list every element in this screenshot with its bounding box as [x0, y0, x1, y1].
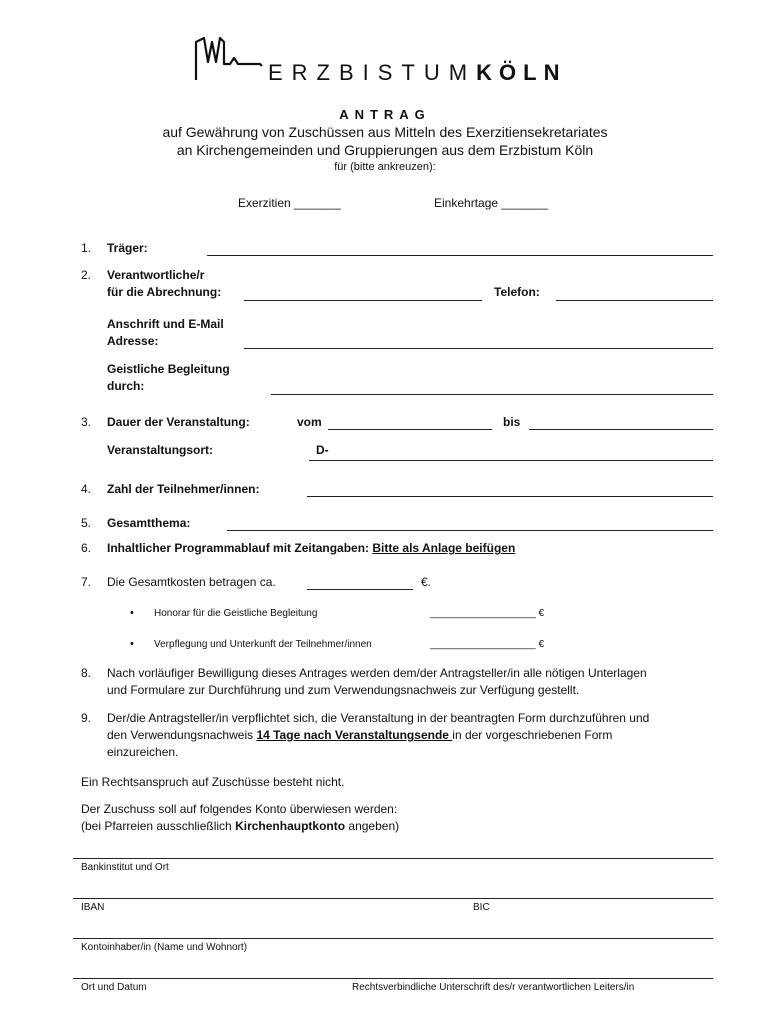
zahl-field[interactable]	[307, 496, 713, 497]
bullet-icon: •	[130, 638, 134, 650]
traeger-field[interactable]	[207, 255, 713, 256]
item-number-2: 2.	[81, 268, 92, 282]
item-number-3: 3.	[81, 415, 92, 429]
begleitung-label-1: Geistliche Begleitung	[107, 362, 230, 376]
programm-link: Bitte als Anlage beifügen	[372, 541, 516, 555]
telefon-label: Telefon:	[494, 285, 540, 299]
unterschrift-label: Rechtsverbindliche Unterschrift des/r verantwortlichen Leiters/in	[352, 982, 635, 993]
begleitung-label-2: durch:	[107, 379, 145, 393]
vom-label: vom	[297, 415, 322, 429]
anschrift-label-2: Adresse:	[107, 334, 159, 348]
bic-label: BIC	[473, 902, 490, 913]
signature-field[interactable]	[73, 978, 713, 979]
inhaber-label: Kontoinhaber/in (Name und Wohnort)	[81, 942, 248, 953]
text9-line2	[107, 728, 612, 742]
kosten-unit: €.	[421, 575, 432, 589]
verantwortliche-field[interactable]	[244, 300, 482, 301]
bullet-icon: •	[130, 607, 134, 619]
item-number-4: 4.	[81, 482, 92, 496]
honorar-field[interactable]: ___________________ €	[430, 608, 545, 619]
bank-field[interactable]	[73, 858, 713, 859]
konto-pre: (bei Pfarreien ausschließlich	[81, 819, 236, 833]
kosten-field[interactable]	[307, 589, 413, 590]
programm-label: Inhaltlicher Programmablauf mit Zeitangaben:	[107, 541, 370, 555]
form-subtitle-2: an Kirchengemeinden und Gruppierungen aus dem Erzbistum Köln	[176, 142, 594, 158]
text9-line1: Der/die Antragsteller/in verpflichtet sich, die Veranstaltung in der beantragten Form durchzuführen und	[107, 711, 650, 725]
item-number-6: 6.	[81, 541, 92, 555]
kosten-label: Die Gesamtkosten betragen ca.	[107, 575, 276, 589]
inhaber-field[interactable]	[73, 938, 713, 939]
item-number-5: 5.	[81, 516, 92, 530]
traeger-label: Träger:	[107, 241, 148, 255]
dauer-label: Dauer der Veranstaltung:	[107, 415, 250, 429]
form-title: ANTRAG	[339, 107, 431, 122]
thema-field[interactable]	[227, 530, 713, 531]
bank-label: Bankinstitut und Ort	[81, 862, 169, 873]
anschrift-field[interactable]	[244, 348, 713, 349]
item-number-9: 9.	[81, 711, 92, 725]
text8-line2: und Formulare zur Durchführung und zum Verwendungsnachweis zur Verfügung gestellt.	[107, 683, 580, 697]
verpflegung-field[interactable]: ___________________ €	[430, 639, 545, 650]
konto-text-2	[81, 819, 399, 833]
programm-text	[107, 541, 515, 555]
vom-field[interactable]	[328, 429, 492, 430]
choice-exerzitien[interactable]: Exerzitien _______	[238, 196, 341, 210]
bis-label: bis	[503, 415, 521, 429]
begleitung-field[interactable]	[271, 394, 713, 395]
bis-field[interactable]	[529, 429, 713, 430]
logo-text	[268, 60, 566, 86]
verantwortliche-label-2: für die Abrechnung:	[107, 285, 222, 299]
item-number-7: 7.	[81, 575, 92, 589]
zahl-label: Zahl der Teilnehmer/innen:	[107, 482, 260, 496]
iban-label: IBAN	[81, 902, 105, 913]
bullet-verpflegung: Verpflegung und Unterkunft der Teilnehmer/innen	[154, 639, 372, 650]
text9-pre: den Verwendungsnachweis	[107, 728, 257, 742]
cathedral-logo-icon	[194, 36, 266, 84]
form-note: für (bitte ankreuzen):	[334, 161, 436, 173]
ort-datum-label: Ort und Datum	[81, 982, 147, 993]
bullet-honorar: Honorar für die Geistliche Begleitung	[154, 608, 318, 619]
telefon-field[interactable]	[556, 300, 713, 301]
item-number-1: 1.	[81, 241, 92, 255]
choice-einkehrtage[interactable]: Einkehrtage _______	[434, 196, 549, 210]
konto-post: angeben)	[345, 819, 400, 833]
thema-label: Gesamtthema:	[107, 516, 191, 530]
logo-text-regular: ERZBISTUM	[268, 60, 477, 85]
verantwortliche-label-1: Verantwortliche/r	[107, 268, 205, 282]
anschrift-label-1: Anschrift und E-Mail	[107, 317, 224, 331]
logo-text-bold: KÖLN	[476, 60, 567, 85]
text9-line3: einzureichen.	[107, 745, 179, 759]
konto-bold: Kirchenhauptkonto	[235, 819, 346, 833]
text9-post: in der vorgeschriebenen Form	[452, 728, 613, 742]
text9-bold: 14 Tage nach Veranstaltungsende	[256, 728, 453, 742]
ort-field[interactable]	[309, 460, 713, 461]
ort-prefix: D-	[316, 443, 329, 457]
text8-line1: Nach vorläufiger Bewilligung dieses Antrages werden dem/der Antragsteller/in alle nötigen Unterlagen	[107, 666, 647, 680]
rechtsanspruch-text: Ein Rechtsanspruch auf Zuschüsse besteht nicht.	[81, 775, 345, 789]
form-subtitle-1: auf Gewährung von Zuschüssen aus Mitteln des Exerzitiensekretariates	[162, 124, 608, 140]
item-number-8: 8.	[81, 666, 92, 680]
iban-bic-field[interactable]	[73, 898, 713, 899]
ort-label: Veranstaltungsort:	[107, 443, 214, 457]
konto-text-1: Der Zuschuss soll auf folgendes Konto überwiesen werden:	[81, 802, 398, 816]
